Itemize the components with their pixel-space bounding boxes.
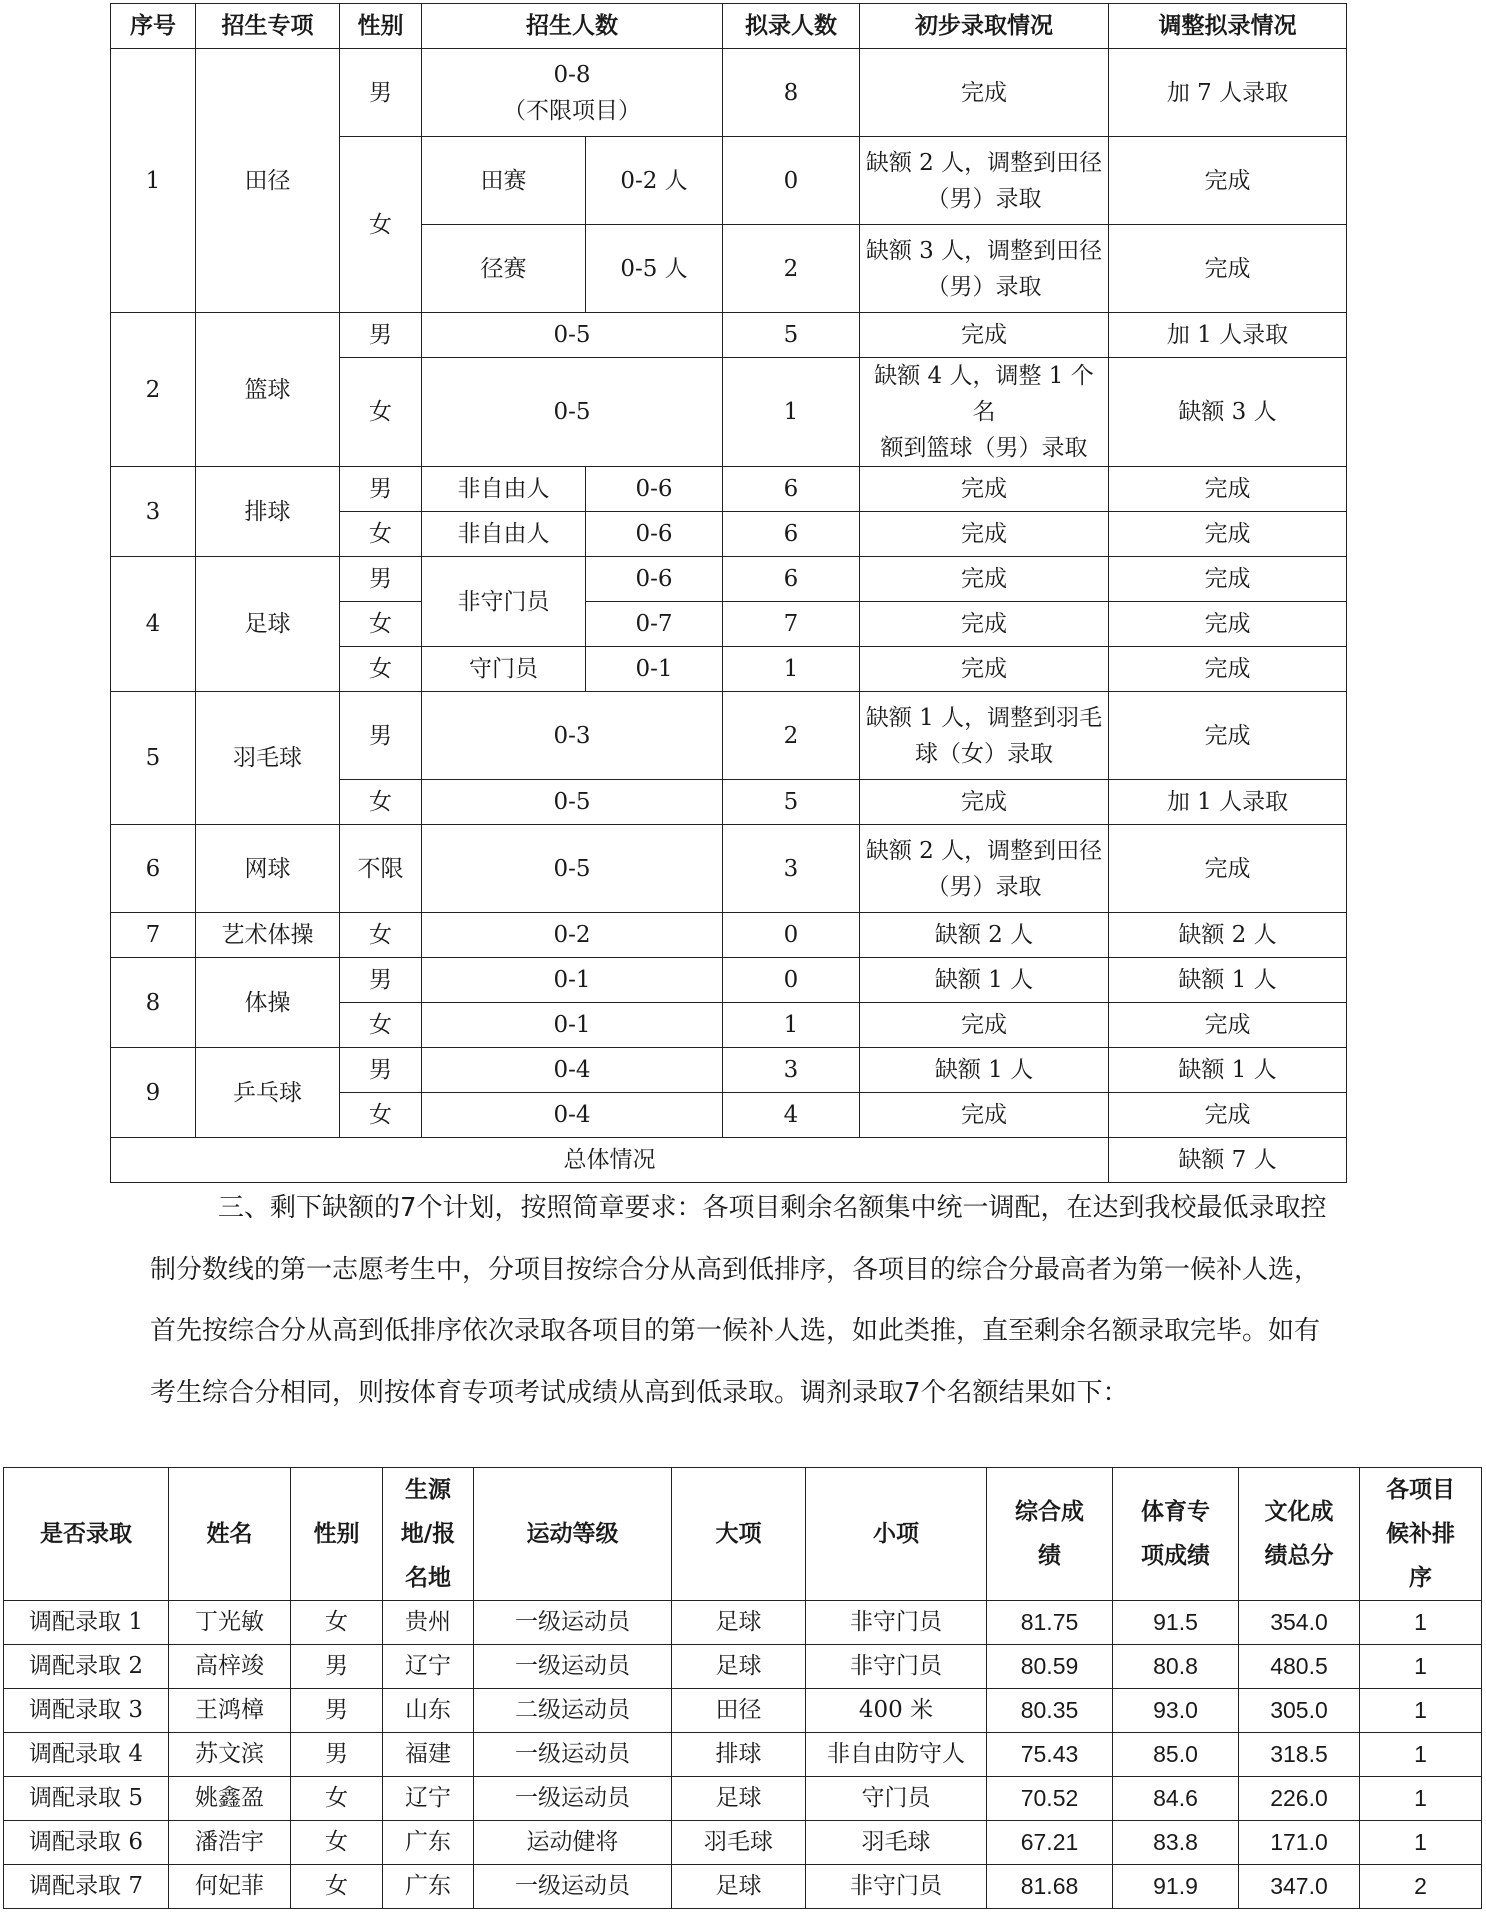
gender: 男 xyxy=(340,313,422,358)
row-number: 1 xyxy=(111,49,196,313)
total-label: 总体情况 xyxy=(111,1138,1109,1183)
header-cell: 综合成 绩 xyxy=(987,1468,1113,1601)
composite-score: 81.75 xyxy=(987,1601,1113,1645)
quota: 0-8 xyxy=(553,61,591,88)
sport-name: 艺术体操 xyxy=(196,913,340,958)
header-cell: 拟录人数 xyxy=(723,4,860,49)
sport-name: 足球 xyxy=(196,557,340,692)
waitlist-rank: 1 xyxy=(1360,1821,1482,1865)
row-number: 4 xyxy=(111,557,196,692)
table-row xyxy=(111,313,1347,358)
sub-event: 非自由人 xyxy=(422,512,586,557)
table-row xyxy=(4,1821,1482,1865)
initial-status: 缺额 1 人 xyxy=(860,1048,1109,1093)
initial-status xyxy=(860,358,1109,467)
athlete-level: 一级运动员 xyxy=(474,1733,672,1777)
body-paragraph: 三、剩下缺额的7个计划，按照简章要求：各项目剩余名额集中统一调配，在达到我校最低录取控制分数线的第一志愿考生中，分项目按综合分从高到低排序，各项目的综合分最高者为第一候补人选，首先按综合分从高到低排序依次录取各项目的第一候补人选，如此类推，直至剩余名额录取完毕。如有考生综合分相同，则按体育专项考试成绩从高到低录取。调剂录取7个名额结果如下： xyxy=(150,1193,1327,1408)
admission-status: 调配录取 7 xyxy=(4,1865,169,1909)
culture-score: 318.5 xyxy=(1239,1733,1360,1777)
table-row xyxy=(4,1601,1482,1645)
initial-status: 完成 xyxy=(860,313,1109,358)
gender: 女 xyxy=(291,1821,383,1865)
origin-region: 山东 xyxy=(383,1689,474,1733)
gender: 女 xyxy=(340,358,422,467)
athlete-level: 一级运动员 xyxy=(474,1777,672,1821)
sport-score: 83.8 xyxy=(1113,1821,1239,1865)
quota: 0-5 xyxy=(422,313,723,358)
initial-status: 完成 xyxy=(860,49,1109,137)
initial-status: 缺额 1 人 xyxy=(860,958,1109,1003)
initial-status: 完成 xyxy=(860,512,1109,557)
initial-status: 缺额 2 人 xyxy=(860,913,1109,958)
adjusted-status: 缺额 3 人 xyxy=(1109,358,1347,467)
initial-status: 完成 xyxy=(860,647,1109,692)
athlete-level: 一级运动员 xyxy=(474,1645,672,1689)
adjusted-status: 完成 xyxy=(1109,225,1347,313)
student-name: 何妃菲 xyxy=(169,1865,291,1909)
composite-score: 75.43 xyxy=(987,1733,1113,1777)
gender: 男 xyxy=(340,1048,422,1093)
row-number: 9 xyxy=(111,1048,196,1138)
culture-score: 226.0 xyxy=(1239,1777,1360,1821)
culture-score: 171.0 xyxy=(1239,1821,1360,1865)
admission-status: 调配录取 5 xyxy=(4,1777,169,1821)
table-row xyxy=(111,913,1347,958)
planned-count: 7 xyxy=(723,602,860,647)
planned-count: 6 xyxy=(723,512,860,557)
quota: 0-2 人 xyxy=(586,137,723,225)
adjusted-status: 加 1 人录取 xyxy=(1109,780,1347,825)
culture-score: 305.0 xyxy=(1239,1689,1360,1733)
culture-score: 354.0 xyxy=(1239,1601,1360,1645)
sport-name: 网球 xyxy=(196,825,340,913)
initial-status-line: （男）录取 xyxy=(926,873,1042,900)
gender: 男 xyxy=(340,467,422,512)
composite-score: 67.21 xyxy=(987,1821,1113,1865)
quota: 0-5 xyxy=(422,825,723,913)
adjusted-status: 完成 xyxy=(1109,557,1347,602)
sport-score: 91.5 xyxy=(1113,1601,1239,1645)
initial-status-line: （男）录取 xyxy=(926,273,1042,300)
gender: 女 xyxy=(340,1093,422,1138)
origin-region: 贵州 xyxy=(383,1601,474,1645)
initial-status-line: 缺额 4 人，调整 1 个名 xyxy=(874,363,1094,425)
initial-status-line: 额到篮球（男）录取 xyxy=(880,435,1088,461)
header-cell: 性别 xyxy=(291,1468,383,1601)
quota: 0-6 xyxy=(586,557,723,602)
sport-score: 84.6 xyxy=(1113,1777,1239,1821)
planned-count: 6 xyxy=(723,467,860,512)
student-name: 高梓竣 xyxy=(169,1645,291,1689)
planned-count: 1 xyxy=(723,358,860,467)
table-row xyxy=(111,557,1347,602)
quota: 0-2 xyxy=(422,913,723,958)
adjusted-status: 缺额 2 人 xyxy=(1109,913,1347,958)
sport-score: 85.0 xyxy=(1113,1733,1239,1777)
enrollment-status-table xyxy=(110,3,1347,1183)
sub-event: 田赛 xyxy=(422,137,586,225)
quota: 0-6 xyxy=(586,512,723,557)
sport-name: 羽毛球 xyxy=(196,692,340,825)
header-cell: 生源 地/报 名地 xyxy=(383,1468,474,1601)
header-cell: 运动等级 xyxy=(474,1468,672,1601)
quota: 0-6 xyxy=(586,467,723,512)
gender: 男 xyxy=(340,958,422,1003)
adjusted-status: 缺额 1 人 xyxy=(1109,958,1347,1003)
initial-status-line: 缺额 1 人，调整到羽毛 xyxy=(865,704,1103,731)
athlete-level: 二级运动员 xyxy=(474,1689,672,1733)
sport-name: 田径 xyxy=(196,49,340,313)
planned-count: 0 xyxy=(723,913,860,958)
initial-status: 完成 xyxy=(860,467,1109,512)
gender: 女 xyxy=(340,780,422,825)
row-number: 3 xyxy=(111,467,196,557)
minor-event: 羽毛球 xyxy=(806,1821,987,1865)
admission-status: 调配录取 2 xyxy=(4,1645,169,1689)
initial-status: 完成 xyxy=(860,780,1109,825)
admission-status: 调配录取 4 xyxy=(4,1733,169,1777)
table-row xyxy=(111,692,1347,780)
gender: 女 xyxy=(291,1777,383,1821)
adjusted-status: 完成 xyxy=(1109,467,1347,512)
initial-status-line: （男）录取 xyxy=(926,185,1042,212)
adjusted-status: 完成 xyxy=(1109,512,1347,557)
origin-region: 辽宁 xyxy=(383,1645,474,1689)
gender: 男 xyxy=(291,1689,383,1733)
planned-count: 4 xyxy=(723,1093,860,1138)
waitlist-rank: 1 xyxy=(1360,1777,1482,1821)
header-cell: 初步录取情况 xyxy=(860,4,1109,49)
header-cell: 小项 xyxy=(806,1468,987,1601)
table-row xyxy=(111,49,1347,137)
quota: 0-5 xyxy=(422,780,723,825)
gender: 女 xyxy=(291,1865,383,1909)
student-name: 丁光敏 xyxy=(169,1601,291,1645)
gender: 女 xyxy=(340,602,422,647)
initial-status-line: 缺额 2 人，调整到田径 xyxy=(865,837,1103,864)
table-row xyxy=(111,467,1347,512)
initial-status: 完成 xyxy=(860,557,1109,602)
major-sport: 足球 xyxy=(672,1601,806,1645)
planned-count: 1 xyxy=(723,647,860,692)
quota: 0-5 人 xyxy=(586,225,723,313)
gender: 男 xyxy=(340,692,422,780)
planned-count: 3 xyxy=(723,1048,860,1093)
quota: 0-4 xyxy=(422,1093,723,1138)
waitlist-rank: 1 xyxy=(1360,1645,1482,1689)
student-name: 王鸿樟 xyxy=(169,1689,291,1733)
header-cell: 姓名 xyxy=(169,1468,291,1601)
header-cell: 性别 xyxy=(340,4,422,49)
quota-cell xyxy=(422,49,723,137)
adjusted-status: 完成 xyxy=(1109,602,1347,647)
adjusted-status: 缺额 1 人 xyxy=(1109,1048,1347,1093)
student-name: 姚鑫盈 xyxy=(169,1777,291,1821)
table-row xyxy=(111,825,1347,913)
gender: 女 xyxy=(291,1601,383,1645)
initial-status xyxy=(860,825,1109,913)
header-cell: 各项目 候补排 序 xyxy=(1360,1468,1482,1601)
planned-count: 6 xyxy=(723,557,860,602)
gender: 女 xyxy=(340,647,422,692)
header-cell: 序号 xyxy=(111,4,196,49)
sport-name: 体操 xyxy=(196,958,340,1048)
table-row xyxy=(4,1777,1482,1821)
total-row xyxy=(111,1138,1347,1183)
planned-count: 2 xyxy=(723,225,860,313)
row-number: 7 xyxy=(111,913,196,958)
major-sport: 足球 xyxy=(672,1645,806,1689)
gender: 不限 xyxy=(340,825,422,913)
quota: 0-1 xyxy=(586,647,723,692)
initial-status xyxy=(860,137,1109,225)
quota: 0-1 xyxy=(422,1003,723,1048)
table-row xyxy=(4,1645,1482,1689)
athlete-level: 一级运动员 xyxy=(474,1601,672,1645)
header-cell: 是否录取 xyxy=(4,1468,169,1601)
student-name: 苏文滨 xyxy=(169,1733,291,1777)
quota: 0-5 xyxy=(422,358,723,467)
initial-status-line: 缺额 3 人，调整到田径 xyxy=(865,237,1103,264)
student-name: 潘浩宇 xyxy=(169,1821,291,1865)
planned-count: 8 xyxy=(723,49,860,137)
sub-event: 非守门员 xyxy=(422,557,586,647)
composite-score: 81.68 xyxy=(987,1865,1113,1909)
header-cell: 招生专项 xyxy=(196,4,340,49)
major-sport: 足球 xyxy=(672,1865,806,1909)
gender: 女 xyxy=(340,1003,422,1048)
table-row xyxy=(111,1048,1347,1093)
origin-region: 福建 xyxy=(383,1733,474,1777)
row-number: 8 xyxy=(111,958,196,1048)
waitlist-rank: 1 xyxy=(1360,1689,1482,1733)
initial-status xyxy=(860,225,1109,313)
athlete-level: 一级运动员 xyxy=(474,1865,672,1909)
admission-status: 调配录取 3 xyxy=(4,1689,169,1733)
row-number: 2 xyxy=(111,313,196,467)
initial-status-line: 球（女）录取 xyxy=(915,740,1053,767)
adjusted-status: 加 1 人录取 xyxy=(1109,313,1347,358)
header-cell: 调整拟录情况 xyxy=(1109,4,1347,49)
composite-score: 70.52 xyxy=(987,1777,1113,1821)
adjusted-status: 完成 xyxy=(1109,1093,1347,1138)
major-sport: 足球 xyxy=(672,1777,806,1821)
minor-event: 非自由防守人 xyxy=(806,1733,987,1777)
table-row xyxy=(4,1689,1482,1733)
initial-status: 完成 xyxy=(860,1093,1109,1138)
admission-status: 调配录取 1 xyxy=(4,1601,169,1645)
planned-count: 3 xyxy=(723,825,860,913)
culture-score: 347.0 xyxy=(1239,1865,1360,1909)
table-row xyxy=(4,1865,1482,1909)
minor-event: 非守门员 xyxy=(806,1601,987,1645)
initial-status-line: 缺额 2 人，调整到田径 xyxy=(865,149,1103,176)
origin-region: 广东 xyxy=(383,1865,474,1909)
planned-count: 2 xyxy=(723,692,860,780)
quota: 0-3 xyxy=(422,692,723,780)
planned-count: 5 xyxy=(723,313,860,358)
gender: 女 xyxy=(340,913,422,958)
planned-count: 5 xyxy=(723,780,860,825)
gender: 男 xyxy=(340,49,422,137)
minor-event: 守门员 xyxy=(806,1777,987,1821)
total-value: 缺额 7 人 xyxy=(1109,1138,1347,1183)
sport-name: 乒乓球 xyxy=(196,1048,340,1138)
waitlist-rank: 2 xyxy=(1360,1865,1482,1909)
initial-status: 完成 xyxy=(860,1003,1109,1048)
quota: 0-4 xyxy=(422,1048,723,1093)
adjusted-admission-table xyxy=(3,1467,1482,1909)
planned-count: 0 xyxy=(723,137,860,225)
major-sport: 羽毛球 xyxy=(672,1821,806,1865)
adjusted-status: 完成 xyxy=(1109,692,1347,780)
header-cell: 大项 xyxy=(672,1468,806,1601)
admission-status: 调配录取 6 xyxy=(4,1821,169,1865)
adjusted-status: 完成 xyxy=(1109,137,1347,225)
composite-score: 80.35 xyxy=(987,1689,1113,1733)
minor-event: 400 米 xyxy=(806,1689,987,1733)
table-header-row xyxy=(4,1468,1482,1601)
table-row xyxy=(111,958,1347,1003)
adjusted-status: 完成 xyxy=(1109,825,1347,913)
sport-score: 80.8 xyxy=(1113,1645,1239,1689)
initial-status: 完成 xyxy=(860,602,1109,647)
composite-score: 80.59 xyxy=(987,1645,1113,1689)
row-number: 6 xyxy=(111,825,196,913)
gender: 女 xyxy=(340,512,422,557)
waitlist-rank: 1 xyxy=(1360,1601,1482,1645)
planned-count: 1 xyxy=(723,1003,860,1048)
gender: 女 xyxy=(340,137,422,313)
sub-event: 守门员 xyxy=(422,647,586,692)
gender: 男 xyxy=(291,1645,383,1689)
gender: 男 xyxy=(340,557,422,602)
major-sport: 排球 xyxy=(672,1733,806,1777)
quota: 0-1 xyxy=(422,958,723,1003)
sport-name: 排球 xyxy=(196,467,340,557)
planned-count: 0 xyxy=(723,958,860,1003)
adjusted-status: 加 7 人录取 xyxy=(1109,49,1347,137)
gender: 男 xyxy=(291,1733,383,1777)
athlete-level: 运动健将 xyxy=(474,1821,672,1865)
culture-score: 480.5 xyxy=(1239,1645,1360,1689)
sport-name: 篮球 xyxy=(196,313,340,467)
sport-score: 91.9 xyxy=(1113,1865,1239,1909)
sport-score: 93.0 xyxy=(1113,1689,1239,1733)
adjusted-status: 完成 xyxy=(1109,1003,1347,1048)
table-header-row xyxy=(111,4,1347,49)
header-cell: 文化成 绩总分 xyxy=(1239,1468,1360,1601)
sub-event: 非自由人 xyxy=(422,467,586,512)
origin-region: 广东 xyxy=(383,1821,474,1865)
origin-region: 辽宁 xyxy=(383,1777,474,1821)
quota: 0-7 xyxy=(586,602,723,647)
major-sport: 田径 xyxy=(672,1689,806,1733)
sub-event: 径赛 xyxy=(422,225,586,313)
header-cell: 招生人数 xyxy=(422,4,723,49)
table-row xyxy=(4,1733,1482,1777)
initial-status xyxy=(860,692,1109,780)
adjusted-status: 完成 xyxy=(1109,647,1347,692)
header-cell: 体育专 项成绩 xyxy=(1113,1468,1239,1601)
quota-note: （不限项目） xyxy=(503,97,641,124)
minor-event: 非守门员 xyxy=(806,1645,987,1689)
row-number: 5 xyxy=(111,692,196,825)
minor-event: 非守门员 xyxy=(806,1865,987,1909)
waitlist-rank: 1 xyxy=(1360,1733,1482,1777)
